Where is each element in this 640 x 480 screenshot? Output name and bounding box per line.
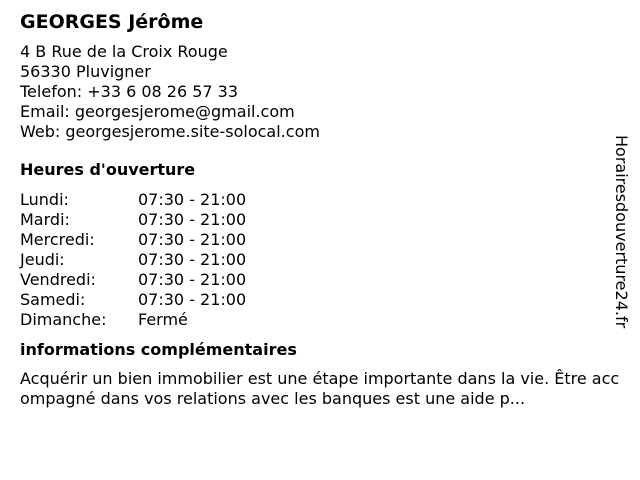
opening-hours-heading: Heures d'ouverture xyxy=(20,160,196,179)
hours-row-saturday xyxy=(20,290,620,310)
address-city: 56330 Pluvigner xyxy=(20,62,151,81)
contact-block xyxy=(20,42,620,142)
email-line: Email: georgesjerome@gmail.com xyxy=(20,102,295,121)
hours-row-friday xyxy=(20,270,620,290)
hours-time: 07:30 - 21:00 xyxy=(138,270,247,289)
address-street: 4 B Rue de la Croix Rouge xyxy=(20,42,228,61)
hours-day: Lundi: xyxy=(20,190,69,209)
site-watermark: Horairesdouverture24.fr xyxy=(612,135,631,329)
hours-time: 07:30 - 21:00 xyxy=(138,290,247,309)
hours-row-monday xyxy=(20,190,620,210)
business-name: GEORGES Jérôme xyxy=(20,11,204,33)
hours-day: Jeudi: xyxy=(20,250,65,269)
hours-day: Vendredi: xyxy=(20,270,96,289)
phone-line: Telefon: +33 6 08 26 57 33 xyxy=(20,82,239,101)
hours-row-sunday xyxy=(20,310,620,330)
hours-row-tuesday xyxy=(20,210,620,230)
business-card xyxy=(20,10,620,409)
additional-info-text: Acquérir un bien immobilier est une étape importante dans la vie. Être accompagné dans vos relations avec les banques est une aide p... xyxy=(20,369,620,408)
hours-day: Mercredi: xyxy=(20,230,95,249)
opening-hours-table xyxy=(20,190,620,330)
web-line: Web: georgesjerome.site-solocal.com xyxy=(20,122,320,141)
hours-day: Mardi: xyxy=(20,210,70,229)
hours-time: 07:30 - 21:00 xyxy=(138,250,247,269)
hours-time: 07:30 - 21:00 xyxy=(138,210,247,229)
hours-day: Samedi: xyxy=(20,290,86,309)
hours-time: Fermé xyxy=(138,310,188,329)
hours-row-thursday xyxy=(20,250,620,270)
hours-day: Dimanche: xyxy=(20,310,107,329)
hours-time: 07:30 - 21:00 xyxy=(138,230,247,249)
hours-row-wednesday xyxy=(20,230,620,250)
additional-info-heading: informations complémentaires xyxy=(20,340,297,359)
hours-time: 07:30 - 21:00 xyxy=(138,190,247,209)
